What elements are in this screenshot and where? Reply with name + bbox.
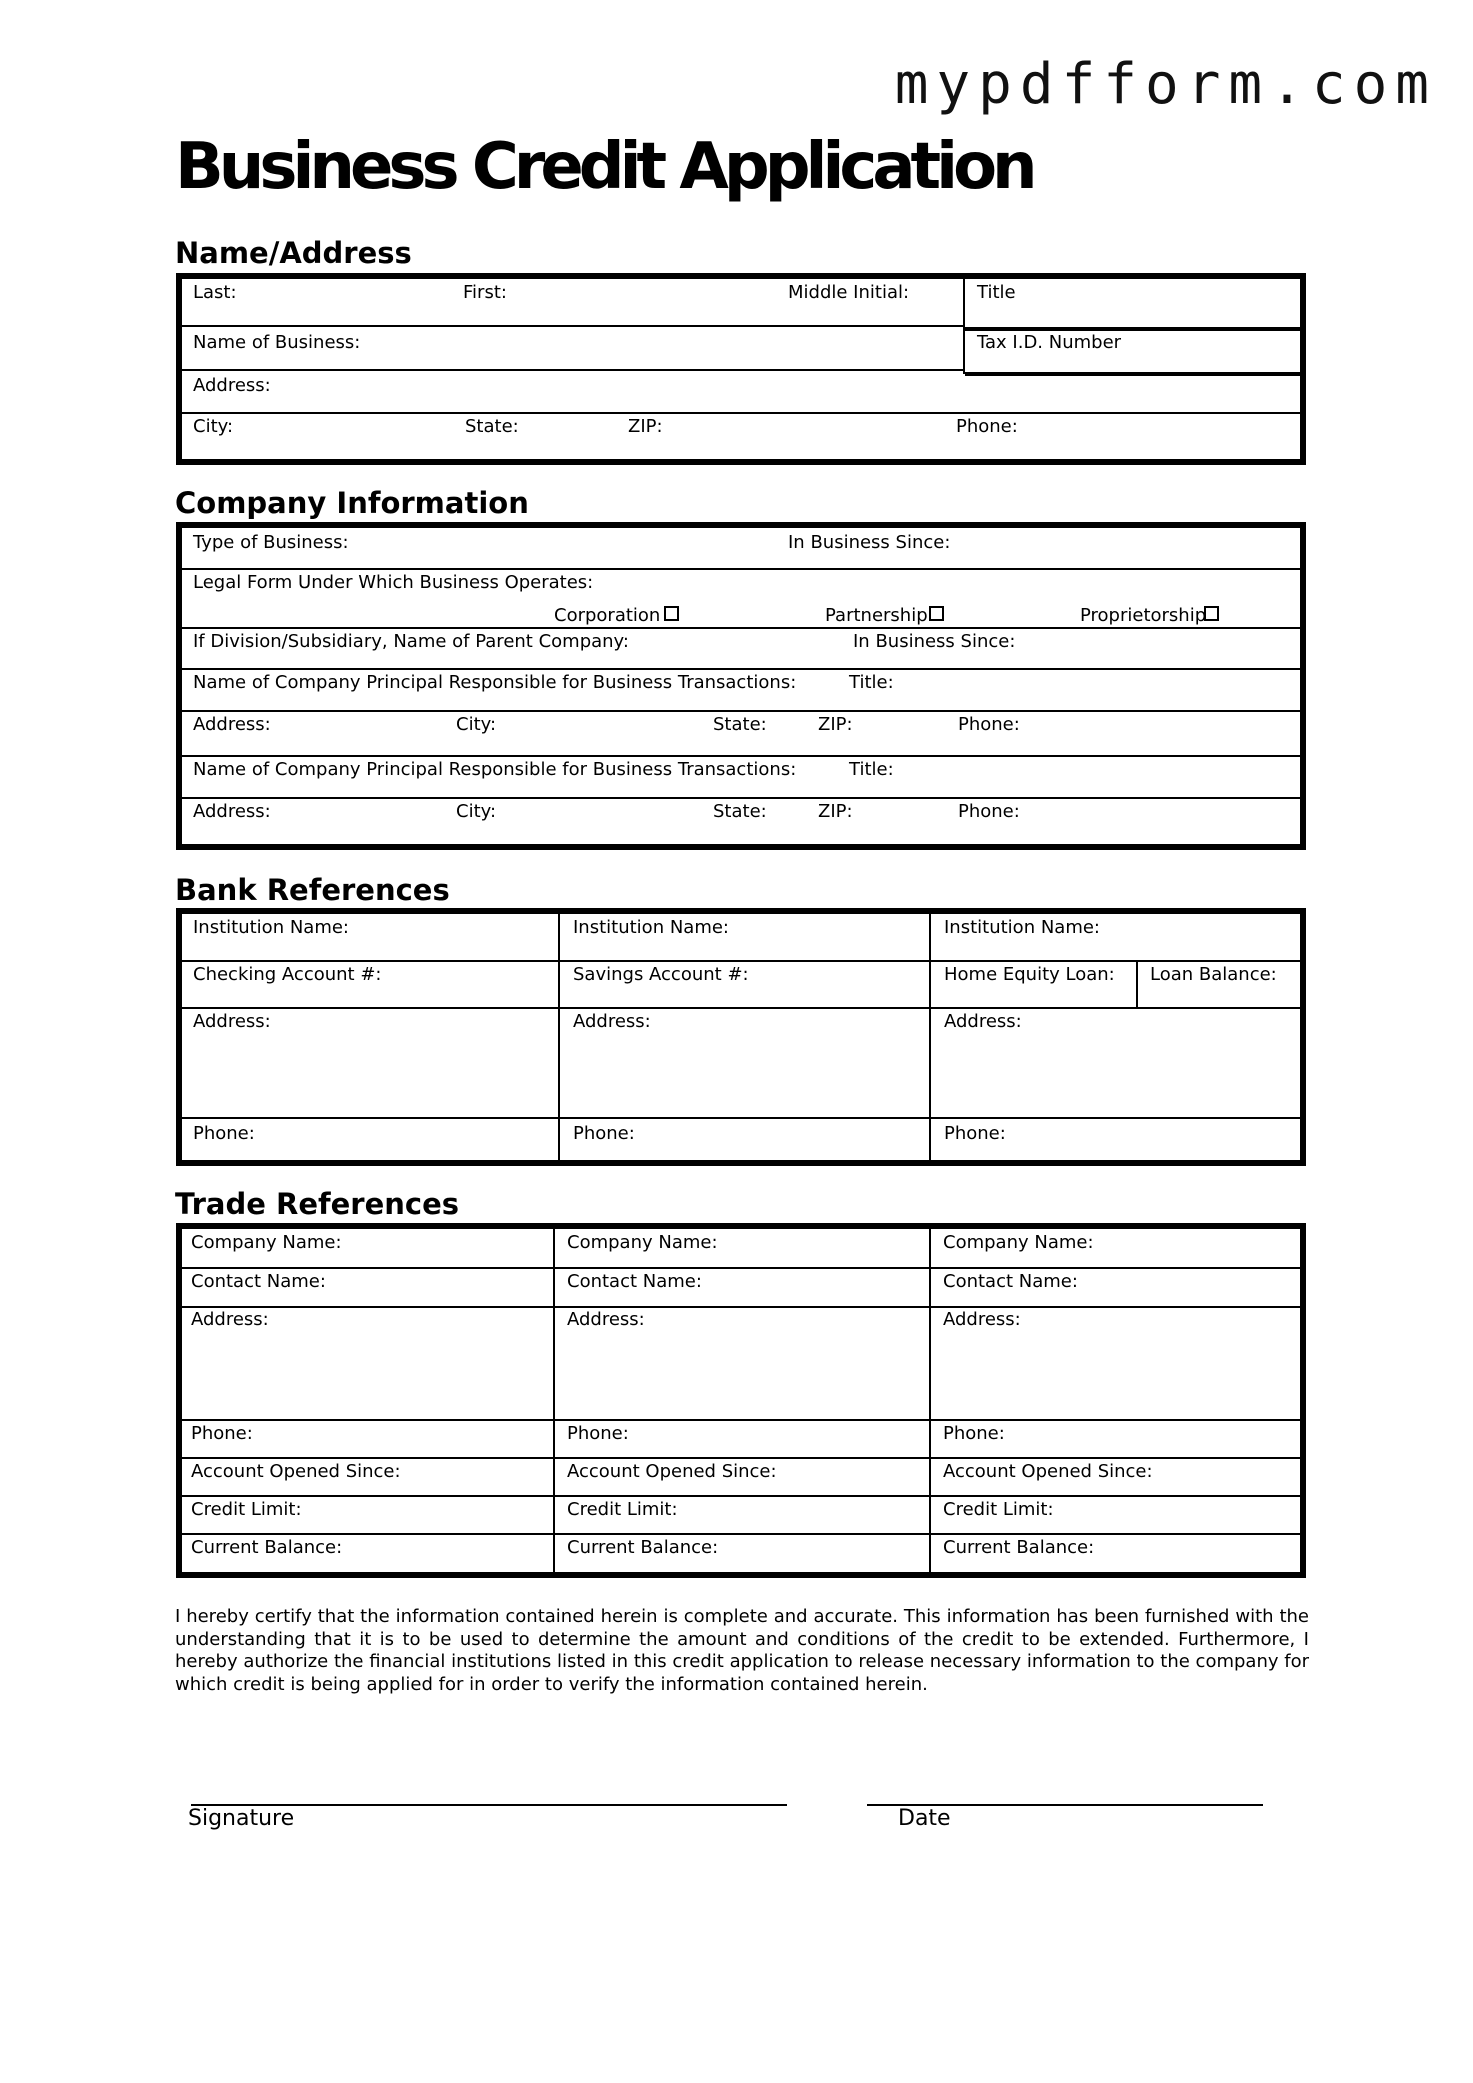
type-of-business-field[interactable]: Type of Business: [193, 532, 349, 553]
proprietorship-checkbox[interactable] [1204, 606, 1219, 621]
trade-2-company-field[interactable]: Company Name: [567, 1232, 718, 1253]
trade-2-contact-field[interactable]: Contact Name: [567, 1271, 702, 1292]
middle-initial-field[interactable]: Middle Initial: [788, 282, 910, 303]
trade-2-address-field[interactable]: Address: [567, 1309, 645, 1330]
tax-id-field[interactable]: Tax I.D. Number [977, 332, 1122, 353]
principal-2-zip-field[interactable]: ZIP: [818, 801, 853, 822]
legal-form-label: Legal Form Under Which Business Operates: [193, 572, 594, 593]
last-name-field[interactable]: Last: [193, 282, 237, 303]
section-heading-company-info: Company Information [175, 486, 529, 520]
savings-account-field[interactable]: Savings Account #: [573, 964, 749, 985]
principal-1-address-field[interactable]: Address: [193, 714, 271, 735]
trade-2-credit-limit-field[interactable]: Credit Limit: [567, 1499, 678, 1520]
phone-field[interactable]: Phone: [956, 416, 1018, 437]
city-field[interactable]: City: [193, 416, 234, 437]
section-heading-trade-refs: Trade References [175, 1187, 460, 1221]
trade-refs-box [176, 1223, 1306, 1578]
bank-1-phone-field[interactable]: Phone: [193, 1123, 255, 1144]
bank-1-address-field[interactable]: Address: [193, 1011, 271, 1032]
principal-1-city-field[interactable]: City: [456, 714, 497, 735]
page-title: Business Credit Application [175, 130, 1033, 204]
principal-2-state-field[interactable]: State: [713, 801, 767, 822]
bank-2-address-field[interactable]: Address: [573, 1011, 651, 1032]
trade-3-contact-field[interactable]: Contact Name: [943, 1271, 1078, 1292]
bank-3-institution-field[interactable]: Institution Name: [944, 917, 1100, 938]
trade-2-current-balance-field[interactable]: Current Balance: [567, 1537, 719, 1558]
bank-1-institution-field[interactable]: Institution Name: [193, 917, 349, 938]
partnership-label: Partnership [825, 605, 928, 626]
trade-3-account-opened-field[interactable]: Account Opened Since: [943, 1461, 1153, 1482]
trade-1-current-balance-field[interactable]: Current Balance: [191, 1537, 343, 1558]
parent-in-business-since-field[interactable]: In Business Since: [853, 631, 1016, 652]
trade-3-company-field[interactable]: Company Name: [943, 1232, 1094, 1253]
title-field[interactable]: Title [977, 282, 1016, 303]
trade-3-address-field[interactable]: Address: [943, 1309, 1021, 1330]
principal-1-state-field[interactable]: State: [713, 714, 767, 735]
principal-2-title-field[interactable]: Title: [849, 759, 894, 780]
checking-account-field[interactable]: Checking Account #: [193, 964, 382, 985]
trade-1-account-opened-field[interactable]: Account Opened Since: [191, 1461, 401, 1482]
parent-company-field[interactable]: If Division/Subsidiary, Name of Parent Company: [193, 631, 629, 652]
loan-balance-field[interactable]: Loan Balance: [1150, 964, 1277, 985]
principal-1-title-field[interactable]: Title: [849, 672, 894, 693]
trade-3-phone-field[interactable]: Phone: [943, 1423, 1005, 1444]
certification-text: I hereby certify that the information contained herein is complete and accurate. This information has been furnished with the understanding that it is to be used to determine the amount and conditions of the credit to be extended. Furthermore, I hereby authorize the financial institutions listed in this credit application to release necessary information to the company for which credit is being applied for in order to verify the information contained herein. [175, 1606, 1309, 1695]
proprietorship-label: Proprietorship [1080, 605, 1207, 626]
zip-field[interactable]: ZIP: [628, 416, 663, 437]
trade-3-current-balance-field[interactable]: Current Balance: [943, 1537, 1095, 1558]
trade-2-account-opened-field[interactable]: Account Opened Since: [567, 1461, 777, 1482]
partnership-checkbox[interactable] [929, 606, 944, 621]
principal-2-phone-field[interactable]: Phone: [958, 801, 1020, 822]
bank-3-phone-field[interactable]: Phone: [944, 1123, 1006, 1144]
watermark: mypdfform.com [894, 52, 1437, 117]
state-field[interactable]: State: [465, 416, 519, 437]
principal-2-name-field[interactable]: Name of Company Principal Responsible for Business Transactions: [193, 759, 797, 780]
section-heading-bank-refs: Bank References [175, 873, 450, 907]
principal-2-city-field[interactable]: City: [456, 801, 497, 822]
trade-1-credit-limit-field[interactable]: Credit Limit: [191, 1499, 302, 1520]
business-name-field[interactable]: Name of Business: [193, 332, 361, 353]
section-heading-name-address: Name/Address [175, 236, 412, 270]
corporation-label: Corporation [554, 605, 661, 626]
corporation-checkbox[interactable] [664, 606, 679, 621]
bank-refs-box [176, 908, 1306, 1166]
principal-1-name-field[interactable]: Name of Company Principal Responsible for Business Transactions: [193, 672, 797, 693]
trade-1-contact-field[interactable]: Contact Name: [191, 1271, 326, 1292]
trade-1-phone-field[interactable]: Phone: [191, 1423, 253, 1444]
signature-label: Signature [188, 1806, 295, 1831]
trade-1-company-field[interactable]: Company Name: [191, 1232, 342, 1253]
trade-1-address-field[interactable]: Address: [191, 1309, 269, 1330]
principal-1-phone-field[interactable]: Phone: [958, 714, 1020, 735]
principal-2-address-field[interactable]: Address: [193, 801, 271, 822]
address-field[interactable]: Address: [193, 375, 271, 396]
trade-2-phone-field[interactable]: Phone: [567, 1423, 629, 1444]
in-business-since-field[interactable]: In Business Since: [788, 532, 951, 553]
trade-3-credit-limit-field[interactable]: Credit Limit: [943, 1499, 1054, 1520]
principal-1-zip-field[interactable]: ZIP: [818, 714, 853, 735]
bank-3-address-field[interactable]: Address: [944, 1011, 1022, 1032]
date-label: Date [898, 1806, 951, 1831]
bank-2-institution-field[interactable]: Institution Name: [573, 917, 729, 938]
bank-2-phone-field[interactable]: Phone: [573, 1123, 635, 1144]
home-equity-loan-field[interactable]: Home Equity Loan: [944, 964, 1115, 985]
first-name-field[interactable]: First: [463, 282, 507, 303]
